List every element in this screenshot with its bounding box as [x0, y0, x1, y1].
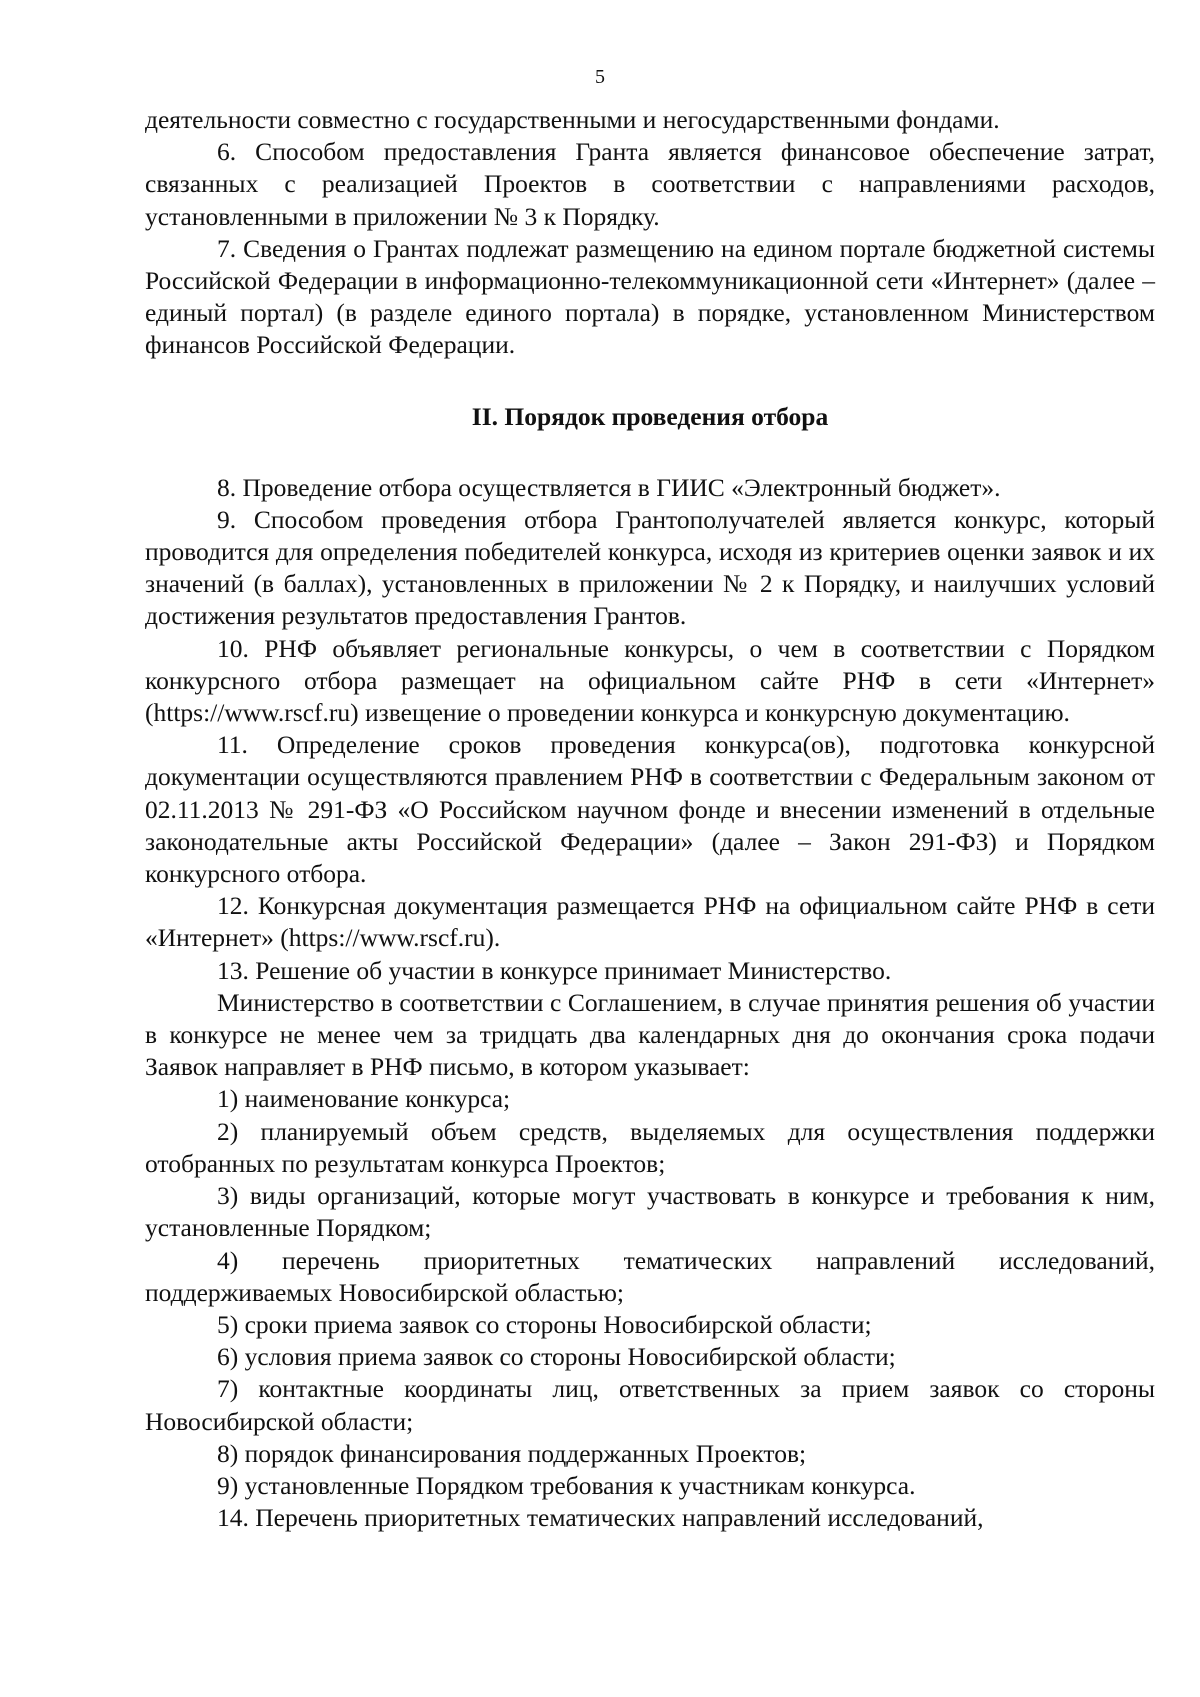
paragraph-13: 13. Решение об участии в конкурсе принимает Министерство. [217, 955, 892, 985]
document-body [145, 104, 1155, 1534]
section-heading: II. Порядок проведения отбора [471, 401, 829, 431]
list-item-4: 4) перечень приоритетных тематических направлений исследований, поддерживаемых Новосибирской областью; [145, 1245, 1155, 1307]
paragraph-12: 12. Конкурсная документация размещается РНФ на официальном сайте РНФ в сети «Интернет» (https://www.rscf.ru). [145, 891, 1155, 953]
list-item-8: 8) порядок финансирования поддержанных Проектов; [217, 1438, 807, 1468]
paragraph-ministry: Министерство в соответствии с Соглашением, в случае принятия решения об участии в конкурсе не менее чем за тридцать два календарных дня до окончания срока подачи Заявок направляет в РНФ письмо, в котором указывает: [145, 987, 1155, 1082]
paragraph-14: 14. Перечень приоритетных тематических направлений исследований, [217, 1503, 984, 1533]
list-item-5: 5) сроки приема заявок со стороны Новосибирской области; [217, 1309, 872, 1339]
page-number: 5 [595, 66, 605, 88]
list-item-2: 2) планируемый объем средств, выделяемых для осуществления поддержки отобранных по результатам конкурса Проектов; [145, 1116, 1155, 1178]
paragraph-continuation: деятельности совместно с государственными и негосударственными фондами. [145, 105, 1000, 134]
list-item-7: 7) контактные координаты лиц, ответственных за прием заявок со стороны Новосибирской области; [145, 1374, 1155, 1436]
list-item-9: 9) установленные Порядком требования к участникам конкурса. [217, 1470, 916, 1500]
paragraph-9: 9. Способом проведения отбора Грантополучателей является конкурс, который проводится для определения победителей конкурса, исходя из критериев оценки заявок и их значений (в баллах), установленных в приложении № 2 к Порядку, и наилучших условий достижения результатов предоставления Грантов. [145, 504, 1155, 631]
list-item-1: 1) наименование конкурса; [217, 1084, 511, 1114]
paragraph-11: 11. Определение сроков проведения конкурса(ов), подготовка конкурсной документации осуществляются правлением РНФ в соответствии с Федеральным законом от 02.11.2013 № 291-ФЗ «О Российском научном фонде и внесении изменений в отдельные законодательные акты Российской Федерации» (далее – Закон 291-ФЗ) и Порядком конкурсного отбора. [145, 730, 1155, 889]
paragraph-7: 7. Сведения о Грантах подлежат размещению на едином портале бюджетной системы Российской Федерации в информационно-телекоммуникационной сети «Интернет» (далее – единый портал) (в разделе единого портала) в порядке, установленном Министерством финансов Российской Федерации. [145, 233, 1155, 360]
paragraph-8: 8. Проведение отбора осуществляется в ГИИС «Электронный бюджет». [217, 472, 1001, 502]
paragraph-10: 10. РНФ объявляет региональные конкурсы, о чем в соответствии с Порядком конкурсного отбора размещает на официальном сайте РНФ в сети «Интернет» (https://www.rscf.ru) извещение о проведении конкурса и конкурсную документацию. [145, 633, 1155, 728]
paragraph-6: 6. Способом предоставления Гранта является финансовое обеспечение затрат, связанных с реализацией Проектов в соответствии с направлениями расходов, установленными в приложении № 3 к Порядку. [145, 137, 1155, 231]
list-item-3: 3) виды организаций, которые могут участвовать в конкурсе и требования к ним, установленные Порядком; [145, 1181, 1155, 1243]
list-item-6: 6) условия приема заявок со стороны Новосибирской области; [217, 1342, 896, 1372]
